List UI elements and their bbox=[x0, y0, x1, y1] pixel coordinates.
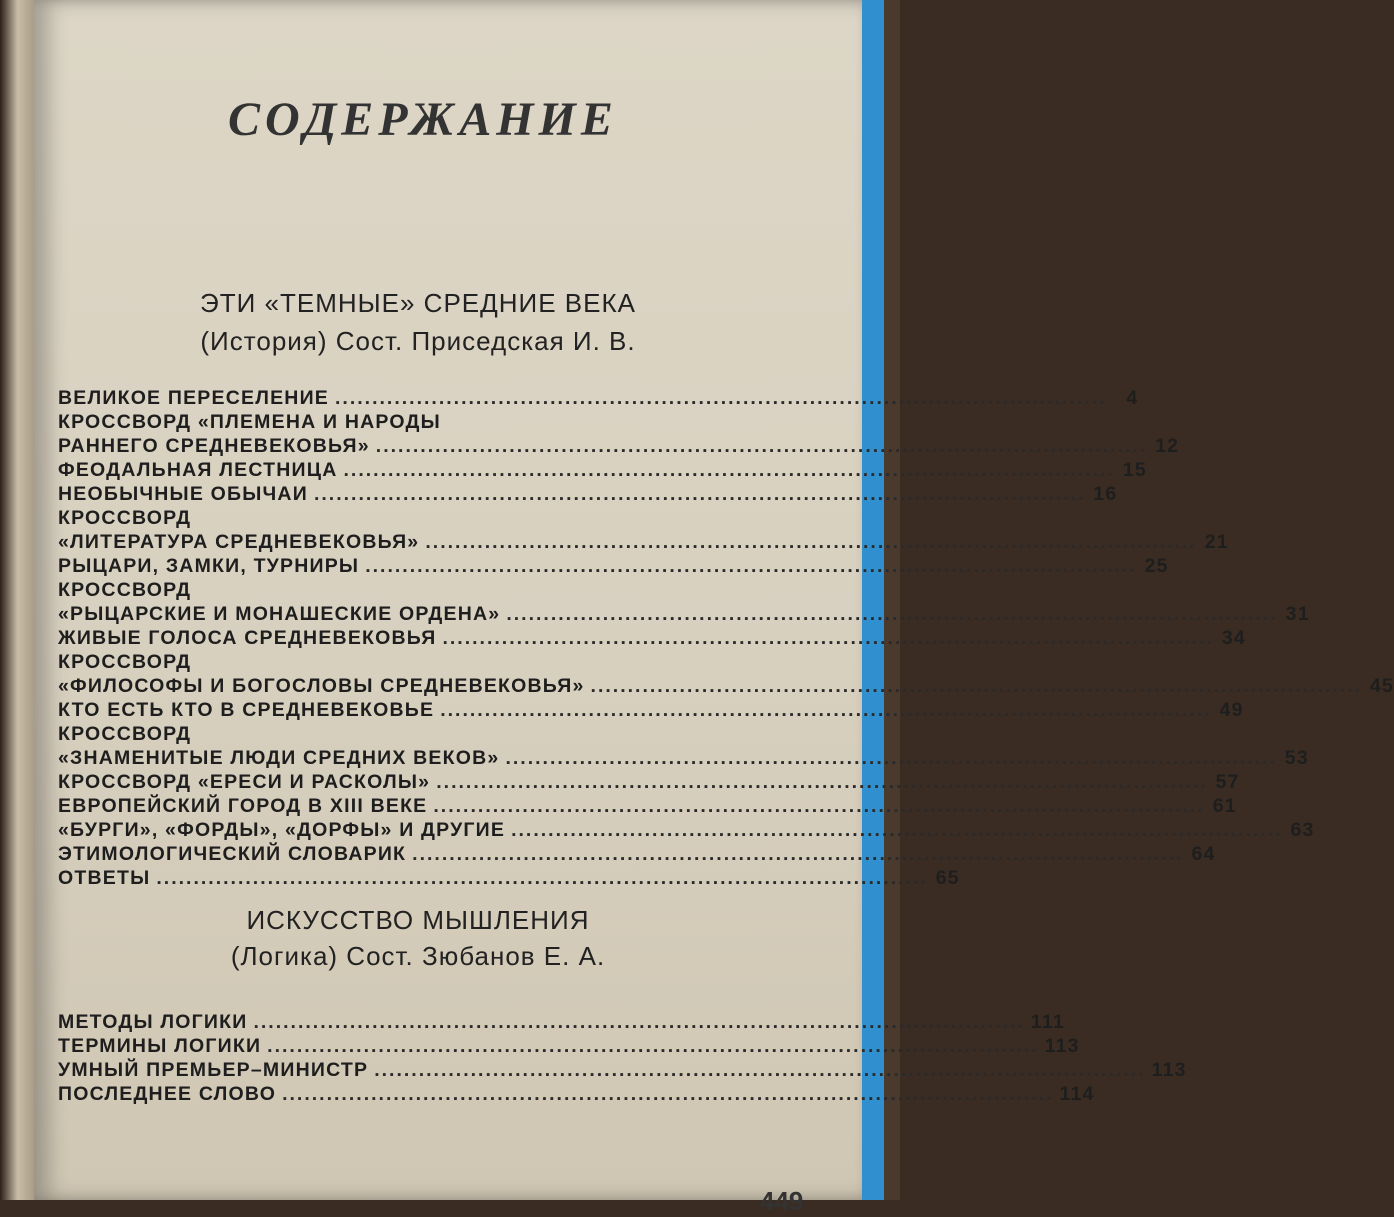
toc-entry bbox=[58, 866, 960, 890]
toc-entry-title: ВЕЛИКОЕ ПЕРЕСЕЛЕНИЕ bbox=[58, 387, 329, 409]
toc-entry-page: 45 bbox=[1369, 675, 1394, 697]
toc-entry bbox=[58, 1058, 1187, 1082]
toc-entry bbox=[58, 842, 1216, 866]
toc-entry-page: 113 bbox=[1151, 1059, 1187, 1081]
toc-entry-page: 61 bbox=[1212, 795, 1237, 817]
toc-entry-page: 111 bbox=[1030, 1011, 1065, 1033]
toc-leader-dots: ........................................................................................................ bbox=[335, 387, 1107, 409]
toc-entry-page: 4 bbox=[1126, 387, 1139, 409]
toc-entry-title: ЕВРОПЕЙСКИЙ ГОРОД В XIII ВЕКЕ bbox=[58, 795, 428, 817]
section-2-list bbox=[58, 1010, 1187, 1106]
table-of-contents bbox=[58, 0, 1394, 1216]
toc-entry-title: ТЕРМИНЫ ЛОГИКИ bbox=[58, 1035, 262, 1057]
toc-entry-page: 21 bbox=[1204, 531, 1229, 553]
toc-entry bbox=[58, 458, 1147, 482]
toc-leader-dots: ........................................................................................................ bbox=[511, 819, 1283, 841]
toc-entry bbox=[58, 794, 1237, 818]
toc-entry-title: КРОССВОРД bbox=[58, 507, 192, 529]
toc-leader-dots: ........................................................................................................ bbox=[267, 1035, 1039, 1057]
toc-entry-page: 64 bbox=[1191, 843, 1216, 865]
toc-entry bbox=[58, 434, 1180, 458]
toc-entry bbox=[58, 554, 1169, 578]
toc-entry-title: РЫЦАРИ, ЗАМКИ, ТУРНИРЫ bbox=[58, 555, 360, 577]
toc-leader-dots: ........................................................................................................ bbox=[282, 1083, 1054, 1105]
toc-entry-page: 63 bbox=[1290, 819, 1315, 841]
toc-leader-dots: ........................................................................................................ bbox=[440, 699, 1212, 721]
toc-entry bbox=[58, 1082, 1095, 1106]
toc-leader-dots: ........................................................................................................ bbox=[375, 435, 1148, 457]
toc-entry bbox=[58, 674, 1394, 698]
toc-entry-page: 15 bbox=[1122, 459, 1147, 481]
page-number: 449 bbox=[760, 1186, 804, 1216]
toc-leader-dots: ........................................................................................................ bbox=[343, 459, 1115, 481]
section-1-subheading: (История) Сост. Приседская И. В. bbox=[200, 326, 636, 356]
toc-entry-title: ФЕОДАЛЬНАЯ ЛЕСТНИЦА bbox=[58, 459, 338, 481]
toc-entry-title: НЕОБЫЧНЫЕ ОБЫЧАИ bbox=[58, 483, 308, 505]
toc-entry bbox=[58, 746, 1309, 770]
toc-entry bbox=[58, 770, 1240, 794]
toc-entry bbox=[58, 650, 768, 674]
toc-entry-page: 31 bbox=[1285, 603, 1310, 625]
toc-entry bbox=[58, 818, 1315, 842]
toc-leader-dots: ........................................................................................................ bbox=[436, 771, 1208, 793]
toc-leader-dots: ........................................................................................................ bbox=[590, 675, 1362, 697]
toc-entry-page: 113 bbox=[1044, 1035, 1080, 1057]
section-1-list bbox=[58, 386, 1394, 890]
toc-leader-dots: ........................................................................................................ bbox=[374, 1059, 1146, 1081]
toc-entry-title: КРОССВОРД bbox=[58, 651, 192, 673]
toc-entry-title: КРОССВОРД bbox=[58, 723, 192, 745]
toc-entry-title: КРОССВОРД «ЕРЕСИ И РАСКОЛЫ» bbox=[58, 771, 431, 793]
toc-entry bbox=[58, 506, 768, 530]
toc-entry-title: «ЛИТЕРАТУРА СРЕДНЕВЕКОВЬЯ» bbox=[58, 531, 420, 553]
toc-entry-title: УМНЫЙ ПРЕМЬЕР–МИНИСТР bbox=[58, 1059, 369, 1081]
toc-entry bbox=[58, 602, 1310, 626]
toc-entry-title: ПОСЛЕДНЕЕ СЛОВО bbox=[58, 1083, 277, 1105]
toc-entry-title: МЕТОДЫ ЛОГИКИ bbox=[58, 1011, 248, 1033]
toc-entry-page: 65 bbox=[935, 867, 960, 889]
toc-entry-title: ЭТИМОЛОГИЧЕСКИЙ СЛОВАРИК bbox=[58, 843, 407, 865]
toc-entry bbox=[58, 626, 1246, 650]
toc-entry-title: КРОССВОРД bbox=[58, 579, 192, 601]
toc-entry-title: «РЫЦАРСКИЕ И МОНАШЕСКИЕ ОРДЕНА» bbox=[58, 603, 501, 625]
toc-leader-dots: ........................................................................................................ bbox=[253, 1011, 1025, 1033]
toc-entry-page: 57 bbox=[1215, 771, 1240, 793]
toc-entry-title: КТО ЕСТЬ КТО В СРЕДНЕВЕКОВЬЕ bbox=[58, 699, 435, 721]
toc-leader-dots: ........................................................................................................ bbox=[425, 531, 1197, 553]
toc-entry-title: РАННЕГО СРЕДНЕВЕКОВЬЯ» bbox=[58, 435, 370, 457]
toc-entry-page: 12 bbox=[1155, 435, 1180, 457]
toc-entry-title: КРОССВОРД «ПЛЕМЕНА И НАРОДЫ bbox=[58, 411, 441, 433]
toc-entry-title: ОТВЕТЫ bbox=[58, 867, 151, 889]
section-2-heading: ИСКУССТВО МЫШЛЕНИЯ bbox=[246, 905, 590, 935]
toc-leader-dots: ........................................................................................................ bbox=[506, 603, 1278, 625]
toc-entry-page: 49 bbox=[1219, 699, 1244, 721]
toc-leader-dots: ........................................................................................................ bbox=[505, 747, 1277, 769]
toc-entry-page: 25 bbox=[1144, 555, 1169, 577]
toc-leader-dots: ........................................................................................................ bbox=[412, 843, 1184, 865]
toc-entry bbox=[58, 482, 1118, 506]
toc-entry bbox=[58, 410, 768, 434]
toc-entry bbox=[58, 1010, 1065, 1034]
toc-entry-page: 114 bbox=[1059, 1083, 1095, 1105]
toc-entry-title: «ЗНАМЕНИТЫЕ ЛЮДИ СРЕДНИХ ВЕКОВ» bbox=[58, 747, 500, 769]
toc-entry-page: 34 bbox=[1221, 627, 1246, 649]
toc-leader-dots: ........................................................................................................ bbox=[313, 483, 1086, 505]
toc-leader-dots: ........................................................................................................ bbox=[365, 555, 1137, 577]
toc-leader-dots: ........................................................................................................ bbox=[433, 795, 1205, 817]
toc-entry-title: «БУРГИ», «ФОРДЫ», «ДОРФЫ» И ДРУГИЕ bbox=[58, 819, 506, 841]
toc-entry-page: 53 bbox=[1284, 747, 1309, 769]
toc-leader-dots: ........................................................................................................ bbox=[442, 627, 1214, 649]
toc-entry bbox=[58, 1034, 1080, 1058]
toc-entry-title: «ФИЛОСОФЫ И БОГОСЛОВЫ СРЕДНЕВЕКОВЬЯ» bbox=[58, 675, 585, 697]
section-2-subheading: (Логика) Сост. Зюбанов Е. А. bbox=[230, 941, 606, 971]
toc-entry bbox=[58, 722, 768, 746]
toc-leader-dots: ........................................................................................................ bbox=[156, 867, 928, 889]
toc-entry-title: ЖИВЫЕ ГОЛОСА СРЕДНЕВЕКОВЬЯ bbox=[58, 627, 437, 649]
toc-entry bbox=[58, 698, 1244, 722]
toc-entry bbox=[58, 530, 1229, 554]
toc-entry bbox=[58, 386, 1139, 410]
section-1-heading: ЭТИ «ТЕМНЫЕ» СРЕДНИЕ ВЕКА bbox=[200, 288, 636, 318]
page-title: СОДЕРЖАНИЕ bbox=[228, 93, 618, 146]
toc-entry bbox=[58, 578, 768, 602]
toc-entry-page: 16 bbox=[1093, 483, 1118, 505]
